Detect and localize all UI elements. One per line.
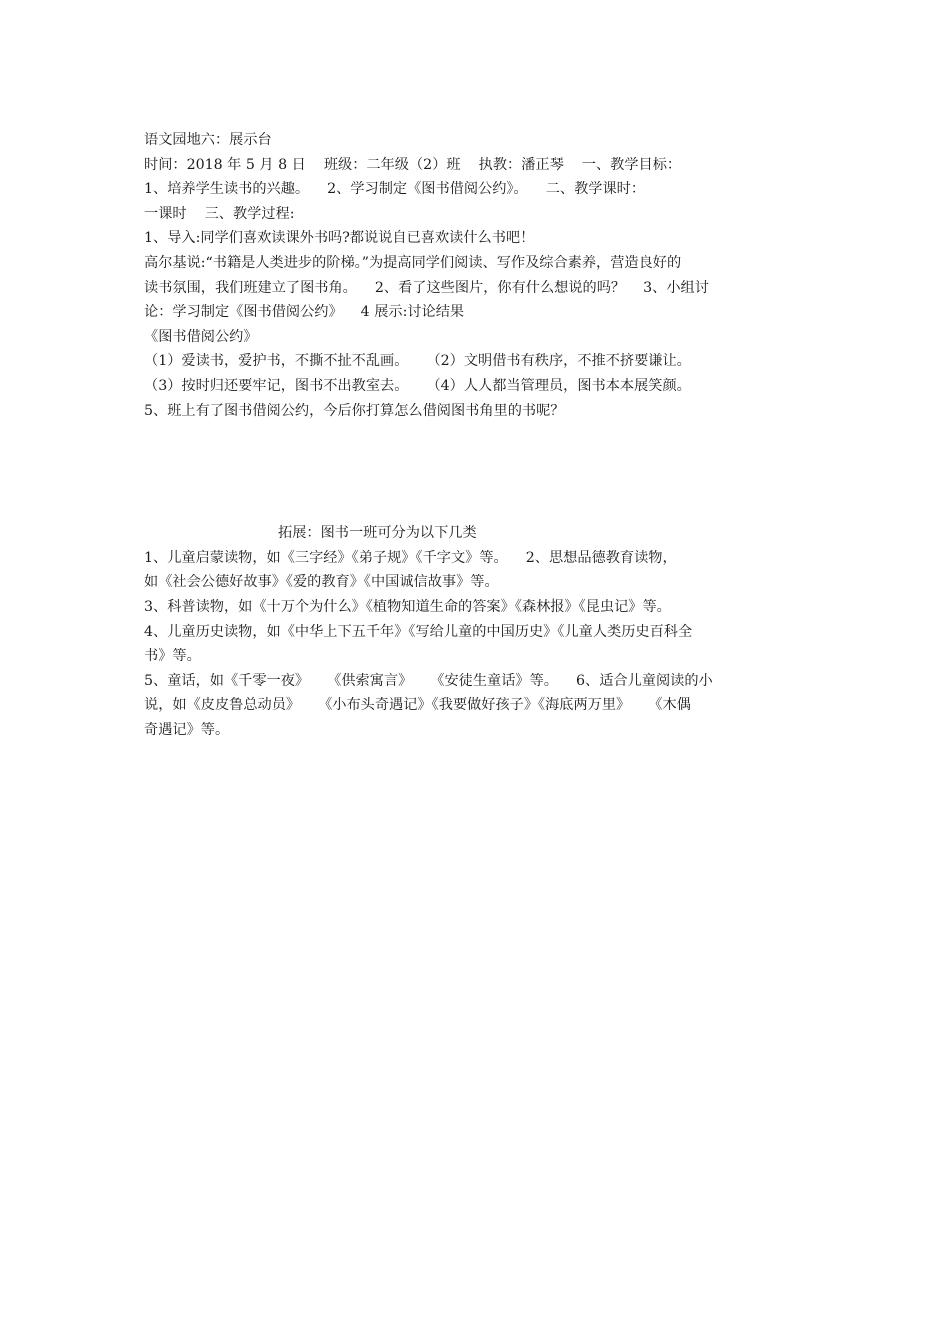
process-quote-line: 读书氛围，我们班建立了图书角。 2、看了这些图片，你有什么想说的吗？ 3、小组讨 xyxy=(144,279,709,296)
teaching-goals-line: 1、培养学生读书的兴趣。 2、学习制定《图书借阅公约》。 二、教学课时： xyxy=(144,181,646,198)
extension-line: 3、科普读物，如《十万个为什么》《植物知道生命的答案》《森林报》《昆虫记》等。 xyxy=(144,598,671,615)
class-period-line: 一课时 三、教学过程: xyxy=(144,205,295,222)
extension-line: 奇遇记》等。 xyxy=(144,721,230,738)
process-quote-line: 论：学习制定《图书借阅公约》 4 展示:讨论结果 xyxy=(144,304,465,321)
extension-line: 1、儿童启蒙读物，如《三字经》《弟子规》《千字文》等。 2、思想品德教育读物， xyxy=(144,549,677,566)
extension-line: 说，如《皮皮鲁总动员》 《小布头奇遇记》《我要做好孩子》《海底两万里》 《木偶 xyxy=(144,697,691,714)
document-body xyxy=(144,128,812,742)
convention-question: 5、班上有了图书借阅公约，今后你打算怎么借阅图书角里的书呢？ xyxy=(144,402,565,419)
process-quote-line: 高尔基说:“书籍是人类进步的阶梯。”为提高同学们阅读、写作及综合素养，营造良好的 xyxy=(144,254,682,271)
extension-line: 书》等。 xyxy=(144,648,201,665)
process-step-intro: 1、导入:同学们喜欢读课外书吗?都说说自已喜欢读什么书吧！ xyxy=(144,230,535,247)
extension-heading: 拓展：图书一班可分为以下几类 xyxy=(278,525,477,542)
blank-space xyxy=(144,423,812,521)
extension-line: 5、童话，如《千零一夜》 《供索寓言》 《安徒生童话》等。 6、适合儿童阅读的小 xyxy=(144,672,713,689)
document-title: 语文园地六：展示台 xyxy=(144,132,272,148)
extension-line: 如《社会公德好故事》《爱的教育》《中国诚信故事》等。 xyxy=(144,574,499,591)
extension-line: 4、儿童历史读物，如《中华上下五千年》《写给儿童的中国历史》《儿童人类历史百科全 xyxy=(144,623,693,640)
convention-rule-line: （1）爱读书，爱护书，不撕不扯不乱画。 （2）文明借书有秩序，不推不挤要谦让。 xyxy=(144,353,691,370)
convention-rule-line: （3）按时归还要牢记，图书不出教室去。 （4）人人都当管理员，图书本本展笑颜。 xyxy=(144,377,691,394)
lesson-meta-line: 时间：2018 年 5 月 8 日 班级：二年级（2）班 执教：潘正琴 一、教学目标： xyxy=(144,156,682,173)
convention-title: 《图书借阅公约》 xyxy=(144,328,258,345)
